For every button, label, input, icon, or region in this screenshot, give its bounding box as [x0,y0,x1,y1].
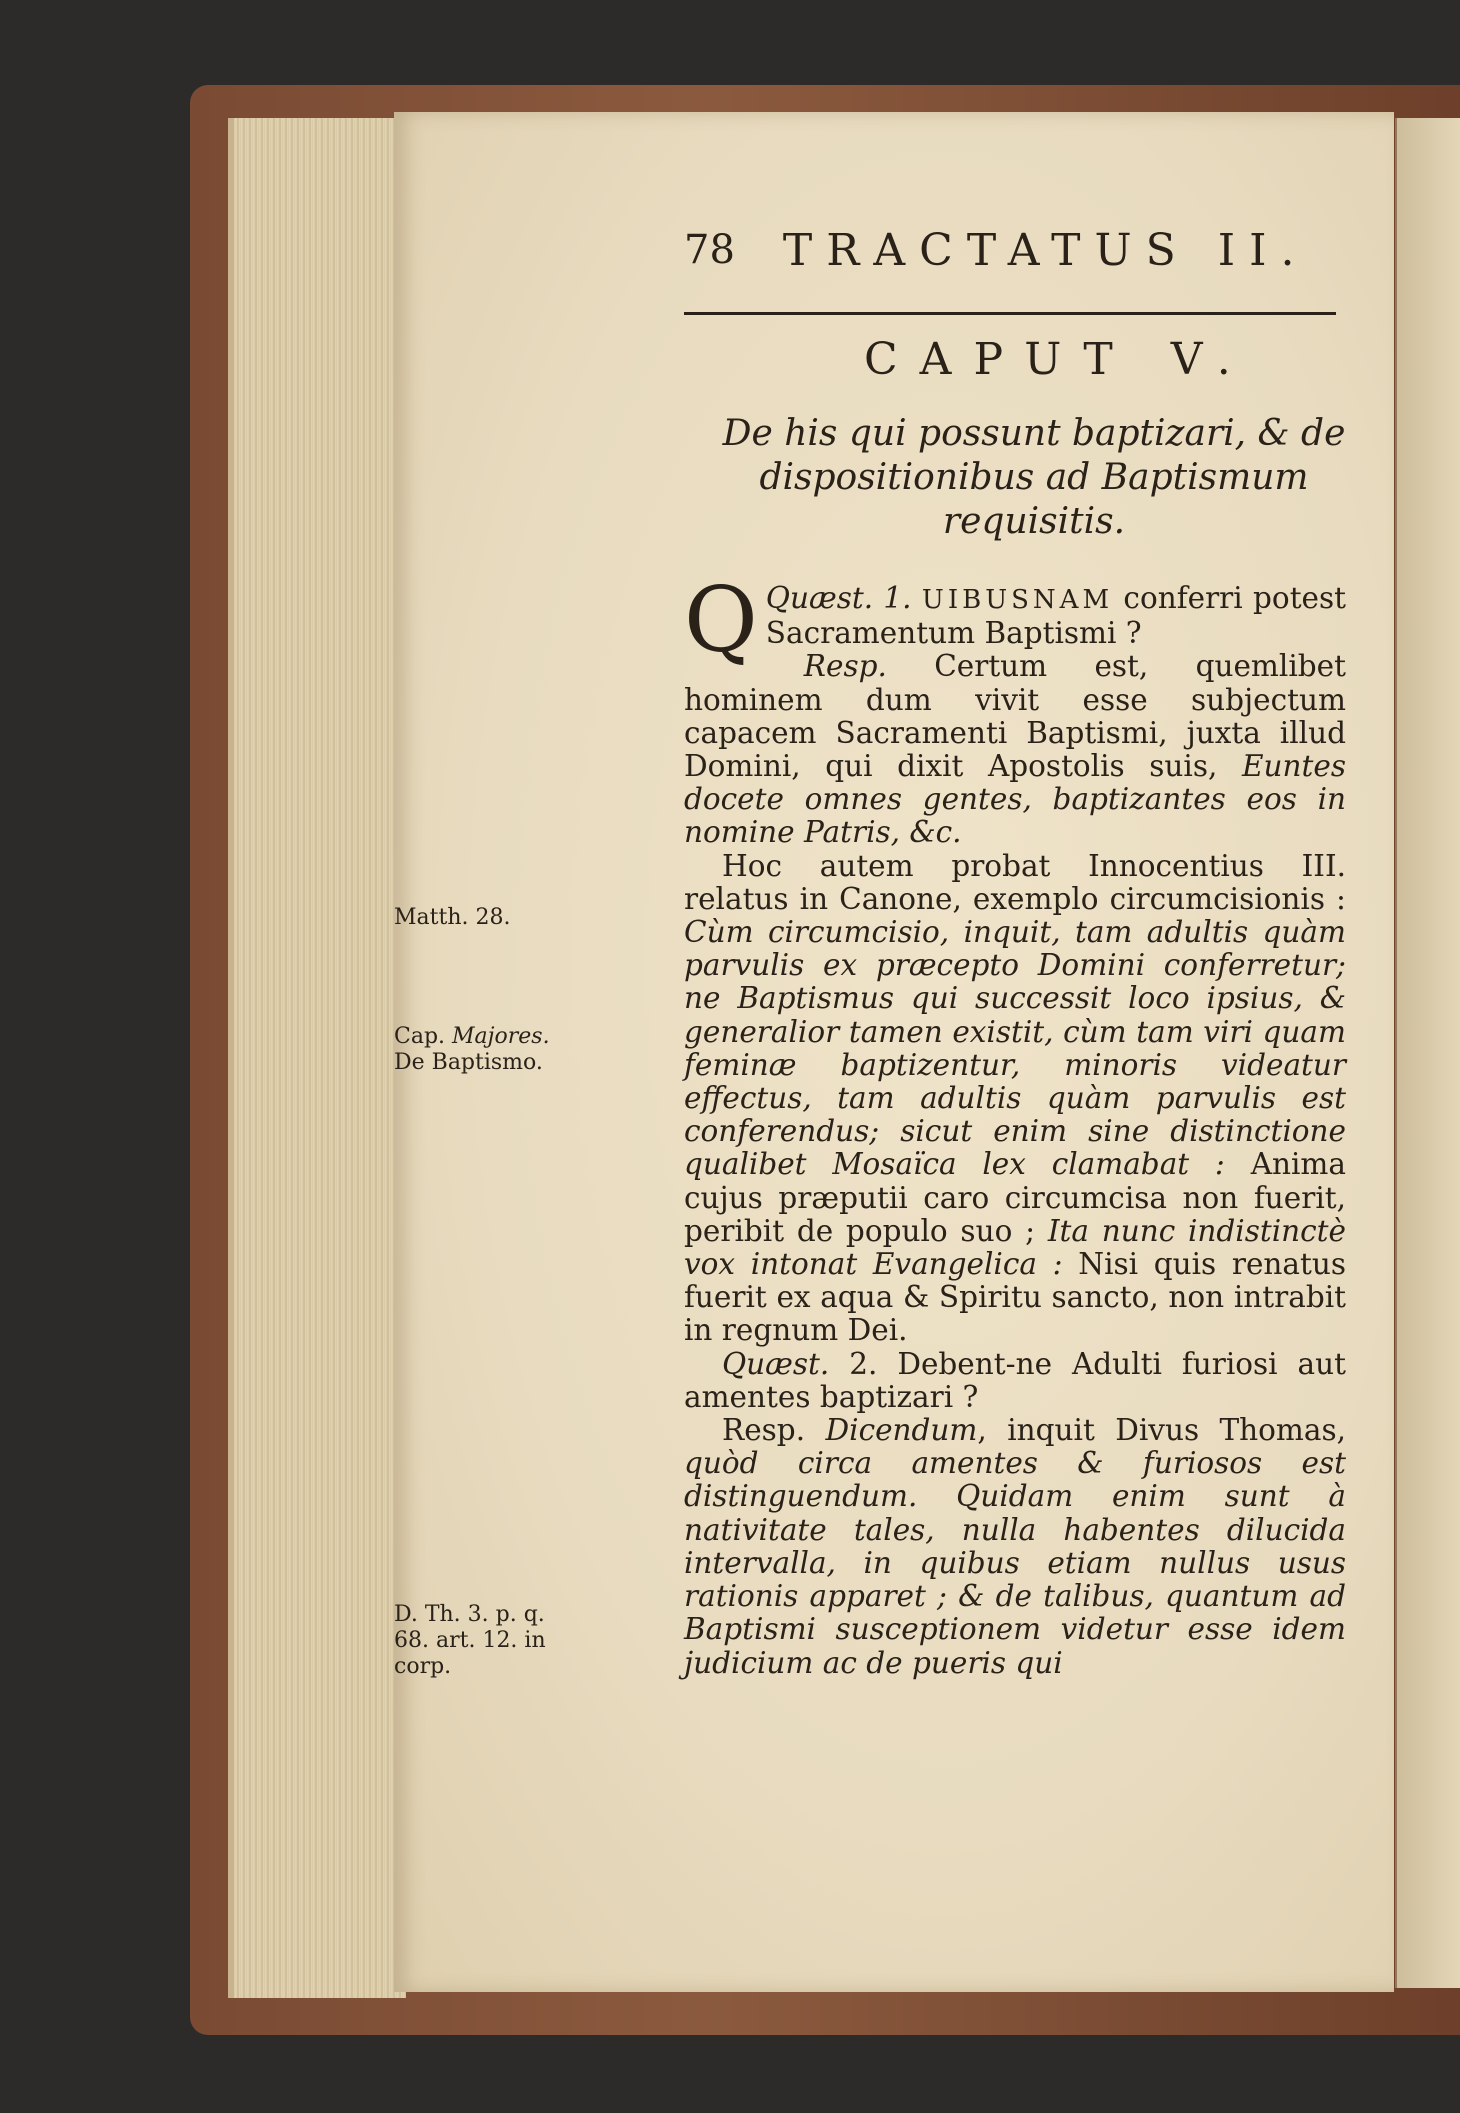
question-1-text: conferri potest Sacramentum Baptismi ? [765,581,1346,651]
margin-note-canon [394,1024,569,1076]
response-1-label: Resp. [803,649,887,684]
page-edges [228,118,406,1998]
response-1 [684,650,1346,849]
chapter-subtitle: De his qui possunt baptizari, & de dispositionibus ad Baptismum requisitis. [722,413,1346,542]
running-head [684,220,1364,280]
response-2-quote-start: Dicendum [825,1413,978,1448]
response-2-label: Resp. [722,1413,806,1448]
chapter-heading: CAPUT V. [864,334,1253,385]
paragraph-2 [684,850,1346,1348]
question-1-smallcaps: UIBUSNAM [921,585,1114,615]
page-number: 78 [684,227,735,273]
margin-note-de-baptismo: De Baptismo. [394,1050,543,1075]
facing-page-edge [1395,118,1460,1988]
question-2 [684,1348,1346,1414]
paragraph-2-quote-1: Cùm circumcisio, inquit, tam adultis quàm parvulis ex præcepto Domini conferretur; ne Baptismus qui successit loco ipsius, & generalior tamen existit, cùm tam viri quam feminæ baptizentur, minoris videatur effectus, tam adultis quàm parvulis est conferendus; sicut enim sine distinctione qualibet Mosaïca lex clamabat : [684,915,1346,1182]
book-page [394,112,1394,1992]
question-1-label: Quæst. 1. [765,581,912,615]
paragraph-2-start: Hoc autem probat Innocentius III. relatus in Canone, exemplo circumcisionis : [684,848,1346,916]
paragraph-2-roman-1: Anima cujus præputii caro circumcisa non fuerit, peribit de populo suo ; [684,1147,1346,1248]
response-2 [684,1414,1346,1680]
response-1-quote: Euntes docete omnes gentes, baptizantes eos in nomine Patris, &c. [684,749,1346,850]
body-text [684,568,1346,1680]
margin-note-matthew: Matth. 28. [394,905,511,930]
paragraph-2-roman-2: Nisi quis renatus fuerit ex aqua & Spiritu sancto, non intrabit in regnum Dei. [684,1247,1346,1348]
running-title: TRACTATUS II. [782,224,1309,276]
paragraph-2-quote-2: Ita nunc indistinctè vox intonat Evangelica : [684,1213,1346,1282]
question-2-text: 2. Debent-ne Adulti furiosi aut amentes baptizari ? [684,1346,1346,1414]
response-1-text: Certum est, quemlibet hominem dum vivit esse subjectum capacem Sacramenti Baptismi, juxta illud Domini, qui dixit Apostolis suis, [684,649,1346,784]
margin-note-cap: Cap. [394,1024,446,1049]
response-2-mid: , inquit Divus Thomas, [977,1413,1346,1448]
question-2-label: Quæst. [722,1346,830,1381]
drop-cap: Q [684,568,758,673]
margin-note-majores: Majores. [452,1024,550,1049]
header-rule [684,312,1336,315]
margin-note-thomas: D. Th. 3. p. q. 68. art. 12. in corp. [394,1602,546,1679]
response-2-quote: quòd circa amentes & furiosos est distinguendum. Quidam enim sunt à nativitate tales, nulla habentes dilucida intervalla, in quibus etiam nullus usus rationis apparet ; & de talibus, quantum ad Baptismi susceptionem videtur esse idem judicium ac de pueris qui [684,1446,1346,1680]
